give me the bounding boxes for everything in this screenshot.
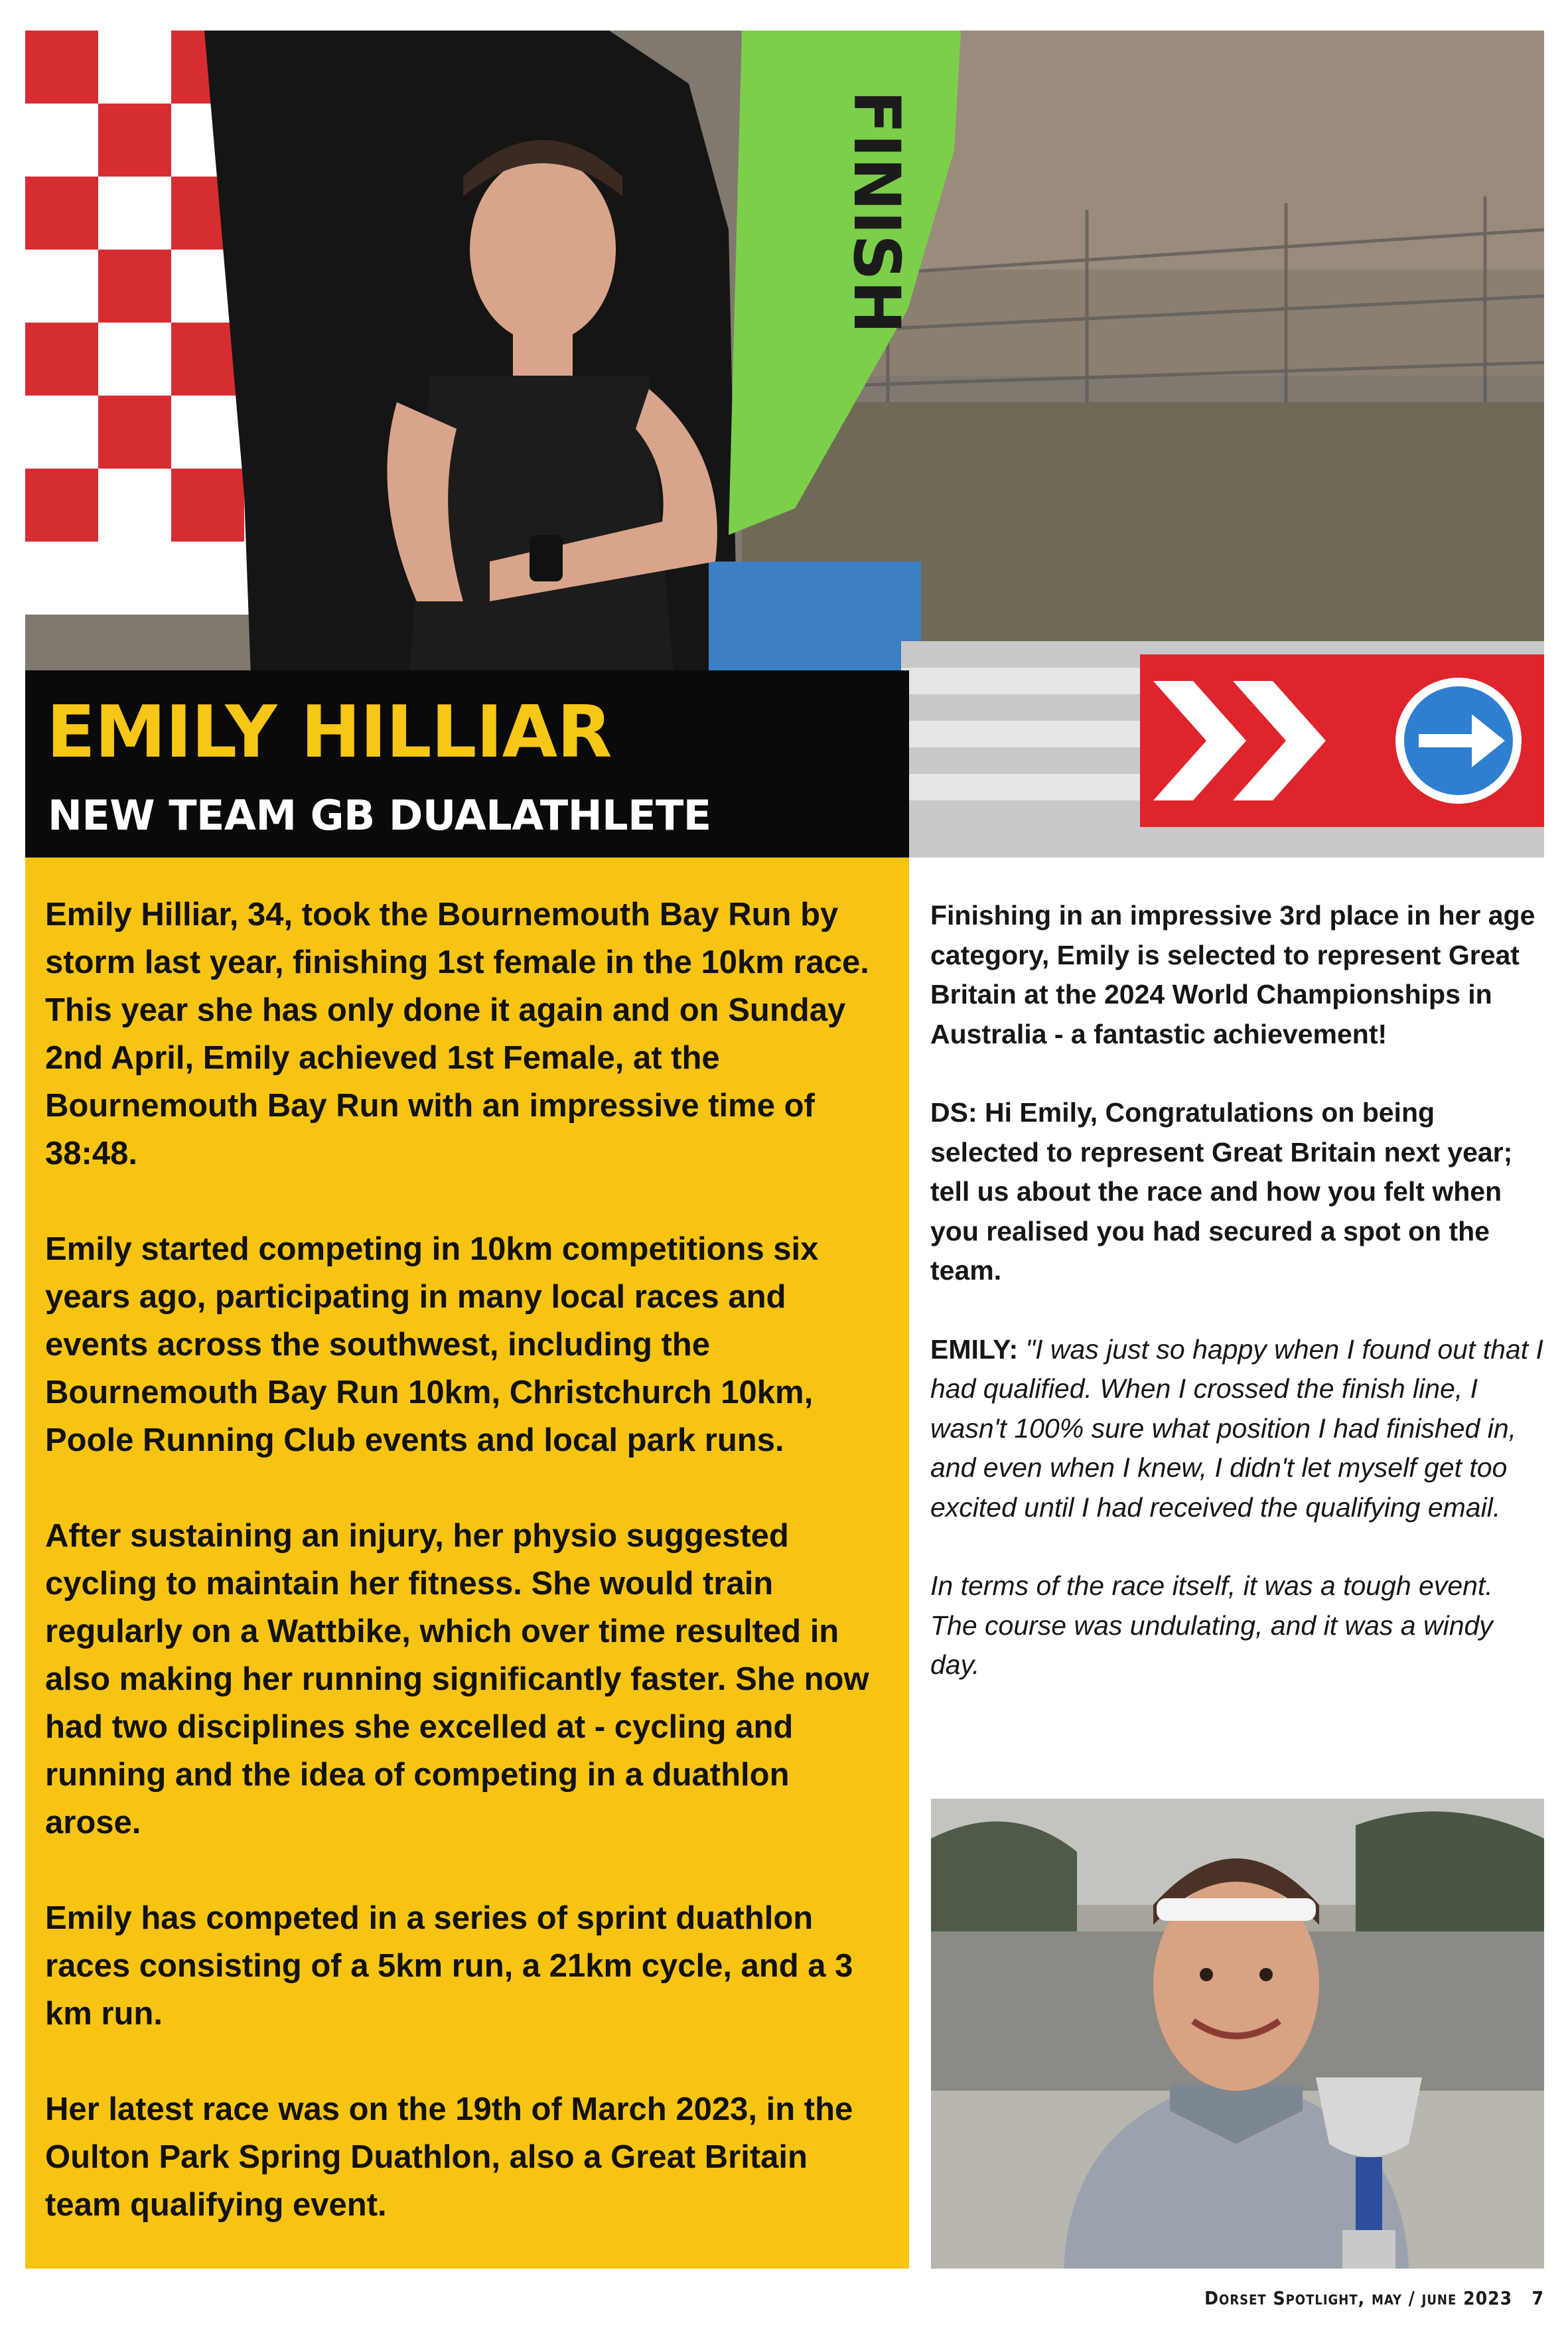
answer-speaker: EMILY:: [930, 1333, 1019, 1365]
right-column: [930, 896, 1544, 1724]
left-paragraph-1: Emily Hilliar, 34, took the Bournemouth Bay Run by storm last year, finishing 1st female in the 10km race. This year she has only done it again and on Sunday 2nd April, Emily achieved 1st Female, at the Bournemouth Bay Run with an impressive time of 38:48.: [45, 897, 869, 1171]
title-block: [25, 670, 909, 858]
left-paragraph-3: After sustaining an injury, her physio suggested cycling to maintain her fitness. She would train regularly on a Wattbike, which over time resulted in also making her running significantly faster. She now had two disciplines she excelled at - cycling and running and the idea of competing in a duathlon arose.: [45, 1518, 869, 1841]
trophy-photo-illustration: [931, 1799, 1544, 2269]
publication-name: Dorset Spotlight, may / june: [1204, 2287, 1457, 2309]
headline: EMILY HILLIAR: [46, 691, 612, 774]
finish-flag-text: FINISH: [839, 90, 914, 334]
intro-paragraph: Finishing in an impressive 3rd place in her age category, Emily is selected to represent Great Britain at the 2024 World Championships in Australia - a fantastic achievement!: [930, 900, 1535, 1049]
interview-question: DS: Hi Emily, Congratulations on being selected to represent Great Britain next year; tell us about the race and how you felt when you realised you had secured a spot on the team.: [930, 1097, 1513, 1286]
page-number: 7: [1532, 2287, 1544, 2309]
interview-answer-2: In terms of the race itself, it was a tough event. The course was undulating, and it was a windy day.: [930, 1570, 1493, 1680]
left-paragraph-4: Emily has competed in a series of sprint duathlon races consisting of a 5km run, a 21km cycle, and a 3 km run.: [45, 1900, 853, 2032]
left-paragraph-2: Emily started competing in 10km competitions six years ago, participating in many local races and events across the southwest, including the Bournemouth Bay Run 10km, Christchurch 10km, Poole Running Club events and local park runs.: [45, 1231, 819, 1458]
left-column: [25, 858, 909, 2269]
subheading: NEW TEAM GB DUALATHLETE: [48, 791, 711, 840]
answer-text-1: "I was just so happy when I found out that I had qualified. When I crossed the finish line, I wasn't 100% sure what position I had finished in, and even when I knew, I didn't let myself get too excited until I had received the qualifying email.: [930, 1333, 1543, 1523]
interview-answer-1: [930, 1330, 1544, 1528]
publication-year: 2023: [1463, 2287, 1513, 2309]
page-footer: [1204, 2287, 1544, 2309]
chevron-sign: [1140, 654, 1544, 827]
left-paragraph-5: Her latest race was on the 19th of March 2023, in the Oulton Park Spring Duathlon, also a Great Britain team qualifying event.: [45, 2091, 853, 2223]
trophy-photo: [931, 1799, 1544, 2269]
